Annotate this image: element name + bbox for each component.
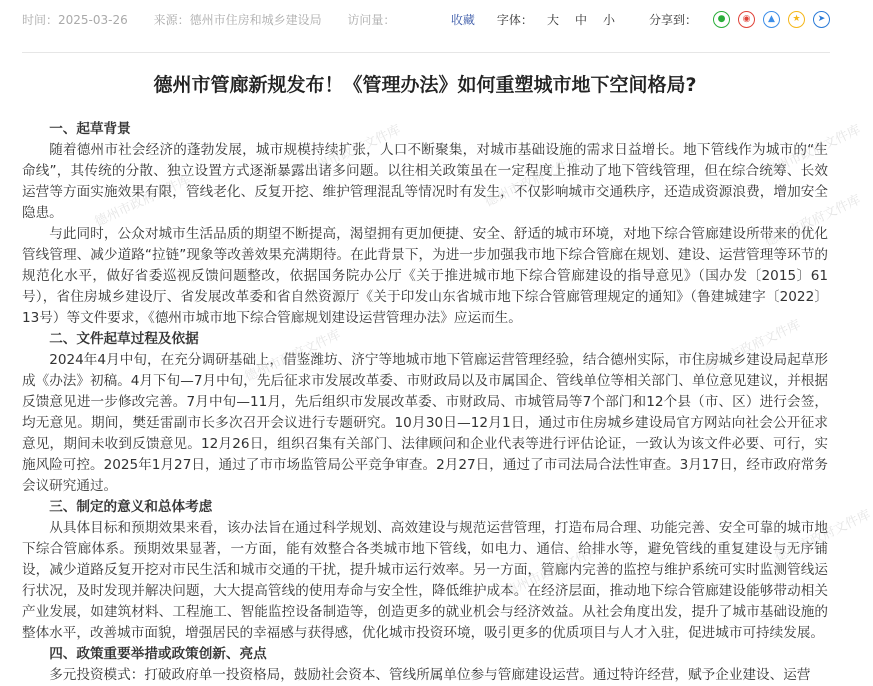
watermark: 德州市政府文件库 (762, 122, 864, 181)
article-title: 德州市管廊新规发布！《管理办法》如何重塑城市地下空间格局? (153, 74, 697, 96)
weibo-icon[interactable]: ◉ (738, 11, 755, 28)
tencent-weibo-icon[interactable]: ➤ (813, 11, 830, 28)
paragraph: 多元投资模式：打破政府单一投资格局，鼓励社会资本、管线所属单位参与管廊建设运营。通过特许经营，赋予企业建设、运营 (49, 667, 811, 683)
watermark: 德州市政府文件库 (702, 317, 804, 376)
paragraph: 与此同时，公众对城市生活品质的期望不断提高，渴望拥有更加便捷、安全、舒适的城市环境，对地下综合管廊建设所带来的优化管线管理、减少道路“拉链”现象等改善效果充满期待。在此背景下，为进一步加强我市地下综合管廊在规划、建设、运营管理等环节的规范化水平，做好省委巡视反馈问题整改，依据国务院办公厅《关于推进城市地下综合管廊建设的指导意见》（国办发〔2015〕61号），省住房城乡建设厅、省发展改革委和省自然资源厅《关于印发山东省城市地下综合管廊管理规定的通知》（鲁建城建字〔2022〕13号）等文件要求，《德州市城市地下综合管廊规划建设运营管理办法》应运而生。 (22, 226, 828, 326)
share-icons (705, 10, 830, 28)
section-heading: 一、起草背景 (49, 121, 131, 137)
qzone-icon[interactable]: ★ (788, 11, 805, 28)
watermark: 德州市政府文件库 (92, 172, 194, 231)
font-large-button[interactable]: 大 (546, 12, 559, 27)
paragraph: 随着德州市社会经济的蓬勃发展，城市规模持续扩张，人口不断聚集，对城市基础设施的需求日益增长。地下管线作为城市的“生命线”，其传统的分散、独立设置方式逐渐暴露出诸多问题。以往相关政策虽在一定程度上推动了地下管线管理，但在综合统筹、长效运营等方面实施效果有限，管线老化、反复开挖、维护管理混乱等情况时有发生，不仅影响城市交通秩序，还造成资源浪费，增加安全隐患。 (22, 142, 828, 221)
publish-time: 时间：2025-03-26 (22, 12, 128, 27)
section-heading: 四、政策重要举措或政策创新、亮点 (49, 646, 267, 662)
font-medium-button[interactable]: 中 (574, 12, 587, 27)
watermark: 德州市政府文件库 (242, 327, 344, 386)
paragraph: 2024年4月中旬，在充分调研基础上，借鉴潍坊、济宁等地城市地下管廊运营管理经验，结合德州实际，市住房城乡建设局起草形成《办法》初稿。4月下旬—7月中旬，先后征求市发展改革委、市财政局以及市属国企、管线单位等相关部门、单位意见建议，并根据反馈意见进一步修改完善。7月中旬—11月，先后组织市发展改革委、市财政局、市城管局等7个部门和12个县（市、区）进行会签，均无意见。期间，樊廷雷副市长多次召开会议进行专题研究。10月30日—12月1日，通过市住房城乡建设局官方网站向社会公开征求意见，期间未收到反馈意见。12月26日，组织召集有关部门、法律顾问和企业代表等进行评估论证，一致认为该文件必要、可行，实施风险可控。2025年1月27日，通过了市市场监管局公平竞争审查。2月27日，通过了市司法局合法性审查。3月17日，经市政府常务会议研究通过。 (22, 352, 828, 494)
article-body (22, 119, 828, 686)
visit-count: 访问量： (347, 12, 396, 27)
article-meta (22, 11, 417, 28)
section-heading: 二、文件起草过程及依据 (49, 331, 199, 347)
qq-icon[interactable]: ▲ (763, 11, 780, 28)
section-heading: 三、制定的意义和总体考虑 (49, 499, 213, 515)
wechat-icon[interactable]: ● (713, 11, 730, 28)
watermark: 德州市政府文件库 (502, 542, 604, 601)
article-toolbar (22, 8, 830, 30)
share-label: 分享到： (648, 12, 697, 27)
watermark: 德州市政府文件库 (772, 507, 873, 566)
watermark: 德州市政府文件库 (762, 192, 864, 251)
paragraph: 从具体目标和预期效果来看，该办法旨在通过科学规划、高效建设与规范运营管理，打造布局合理、功能完善、安全可靠的城市地下综合管廊体系。预期效果显著，一方面，能有效整合各类城市地下管线，如电力、通信、给排水等，避免管线的重复建设与无序铺设，减少道路反复开挖对市民生活和城市交通的干扰，提升城市运行效率。另一方面，管廊内完善的监控与维护系统可实时监测管线运行状况，及时发现并解决问题，大大提高管线的使用寿命与安全性，降低维护成本。在经济层面，推动地下综合管廊建设能够带动相关产业发展，如建筑材料、工程施工、智能监控设备制造等，创造更多的就业机会与经济效益。从社会角度出发，提升了城市基础设施的整体水平，改善城市面貌，增强居民的幸福感与获得感，优化城市投资环境，吸引更多的优质项目与人才入驻，促进城市可持续发展。 (22, 520, 828, 641)
font-small-button[interactable]: 小 (602, 12, 615, 27)
watermark: 德州市政府文件库 (302, 122, 404, 181)
font-size-label: 字体： (496, 12, 533, 27)
favorite-button[interactable]: 收藏 (450, 12, 475, 27)
divider (22, 52, 830, 53)
watermark: 德州市政府文件库 (482, 152, 584, 211)
source: 来源：德州市住房和城乡建设局 (153, 12, 322, 27)
